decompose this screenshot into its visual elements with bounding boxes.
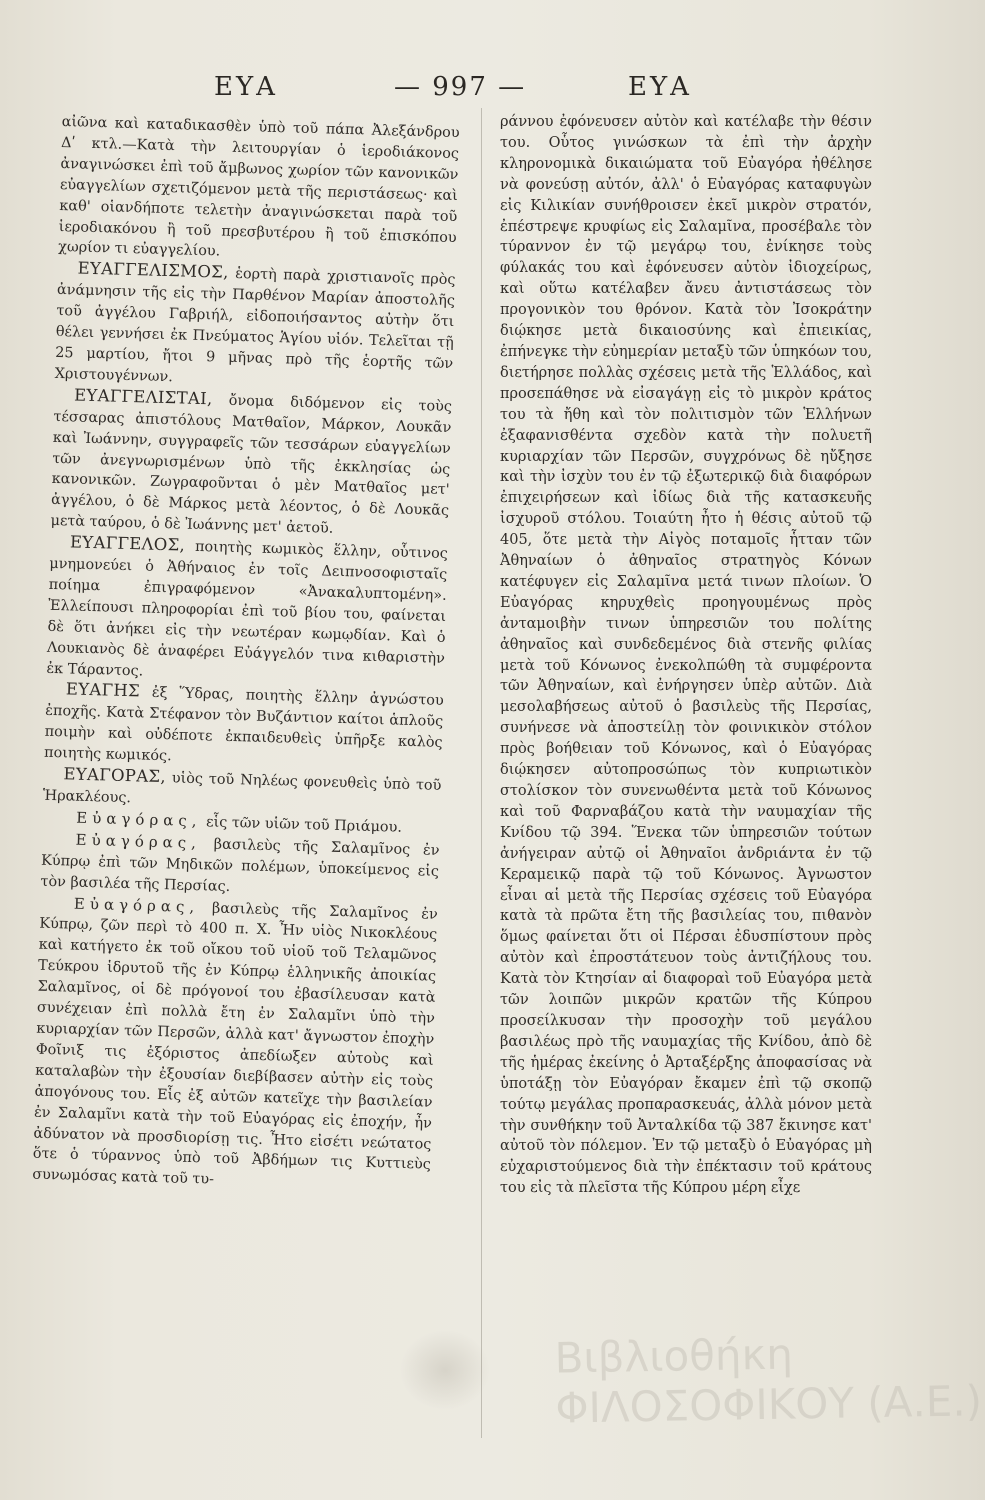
- continuation-paragraph: [500, 112, 872, 1199]
- entry-text: υἱὸς τοῦ Νηλέως φονευθεὶς ὑπὸ τοῦ Ἡρακλέους.: [42, 770, 442, 807]
- column-rule: [481, 108, 482, 1438]
- right-column: [500, 112, 872, 1199]
- watermark-line: ΦΙΛΟΣΟΦΙΚΟΥ (Α.Ε.): [555, 1376, 983, 1433]
- right-guide-word: ΕΥΑ: [628, 72, 692, 102]
- continuation-paragraph: [58, 112, 460, 269]
- entry-headword: Εὐαγόρας,: [76, 808, 202, 831]
- dictionary-entry: [46, 532, 448, 690]
- entry-text: ὄνομα διδόμενον εἰς τοὺς τέσσαρας ἀπιστόλους Ματθαῖον, Μάρκον, Λουκᾶν καὶ Ἰωάννην, συγγραφεῖς τῶν τεσσάρων εὐαγγελίων τῶν ἀνεγνωρισμένων ὑπὸ τῆς ἐκκλησίας ὡς κανονικῶν. Ζωγραφοῦνται ὁ μὲν Ματθαῖος μετ' ἀγγέλου, ὁ δὲ Μάρκος μετὰ λέοντος, ὁ δὲ Λουκᾶς μετὰ ταύρου, ὁ δὲ Ἰωάννης μετ' ἀετοῦ.: [50, 392, 453, 537]
- entry-headword: ΕΥΑΓΟΡΑΣ,: [63, 764, 167, 787]
- entry-text: ἐξ Ὕδρας, ποιητὴς ἕλλην ἀγνώστου ἐποχῆς. Κατὰ Στέφανον τὸν Βυζάντιον καίτοι ἁπλοῦς ποιμὴν καὶ οὐδέποτε ἐκπαιδευθεὶς ὑπῆρξε καλὸς ποιητὴς κωμικός.: [43, 684, 444, 765]
- entry-text: ἑορτὴ παρὰ χριστιανοῖς πρὸς ἀνάμνησιν τῆς εἰς τὴν Παρθένον Μαρίαν ἀποστολῆς τοῦ ἀγγέλου Γαβριήλ, εἰδοποιήσαντος αὐτὴν ὅτι θέλει γεννήσει ἐκ Πνεύματος Ἁγίου υἱόν. Τελεῖται τῇ 25 μαρτίου, ἤτοι 9 μῆνας πρὸ τῆς ἑορτῆς τῶν Χριστουγέννων.: [54, 266, 456, 386]
- running-head: [0, 72, 985, 112]
- dictionary-entry: [54, 258, 455, 396]
- paper-stain: [400, 1330, 490, 1410]
- dictionary-subentry: [32, 892, 438, 1197]
- page-number: — 997 —: [394, 72, 527, 102]
- entry-text: βασιλεὺς τῆς Σαλαμῖνος ἐν Κύπρῳ ἐπὶ τῶν Μηδικῶν πολέμων, ὑποκείμενος εἰς τὸν βασιλέα τῆς Περσίας.: [40, 835, 440, 895]
- entry-text: αἰῶνα καὶ καταδικασθὲν ὑπὸ τοῦ πάπα Ἀλεξάνδρου Δʹ κτλ.—Κατὰ τὴν λειτουργίαν ὁ ἱεροδιάκονος ἀναγινώσκει ἐπὶ τοῦ ἄμβωνος χωρίον τῶν κανονικῶν εὐαγγελίων σχετιζόμενον μετὰ τῆς περιστάσεως· καὶ καθ' οἱανδήποτε τελετὴν ἀναγινώσκεται παρὰ τοῦ ἱεροδιακόνου ἢ τοῦ πρεσβυτέρου ἢ τοῦ ἐπισκόπου χωρίον τι εὐαγγελίου.: [57, 113, 460, 260]
- entry-headword: Εὐαγόρας,: [75, 830, 202, 852]
- entry-headword: ΕΥΑΓΓΕΛΙΣΤΑΙ,: [73, 385, 213, 409]
- watermark-line: Βιβλιοθήκη: [554, 1329, 794, 1383]
- entry-headword: ΕΥΑΓΓΕΛΙΣΜΟΣ,: [77, 258, 229, 283]
- entry-headword: Εὐαγόρας,: [73, 894, 200, 916]
- entry-headword: ΕΥΑΓΗΣ: [65, 679, 141, 701]
- entry-text: εἷς τῶν υἱῶν τοῦ Πριάμου.: [201, 814, 403, 836]
- dictionary-entry: [50, 385, 452, 543]
- entry-text: ράννου ἐφόνευσεν αὐτὸν καὶ κατέλαβε τὴν θέσιν του. Οὗτος γινώσκων τὰ ἐπὶ τὴν ἀρχὴν κληρονομικὰ δικαιώματα τοῦ Εὐαγόρα ἠθέλησε νὰ φονεύσῃ αὐτόν, ἀλλ' ὁ Εὐαγόρας καταφυγὼν εἰς Κιλικίαν συνήθροισεν ἐκεῖ μικρὸν στρατόν, ἐπέστρεψε κρυφίως εἰς Σαλαμῖνα, προσέβαλε τὸν τύραννον ἐν τῷ μεγάρῳ του, ἐνίκησε τοὺς φύλακάς του καὶ ἐφόνευσεν αὐτὸν ἰδιοχείρως, καὶ οὕτω κατέλαβεν ἄνευ ἀντιστάσεως τὸν προγονικὸν του θρόνον. Κατὰ τὸν Ἰσοκράτην διῴκησε μετὰ δικαιοσύνης καὶ ἐπιεικίας, ἐπήνεγκε τὴν εὐημερίαν μεταξὺ τῶν ὑπηκόων του, διετήρησε πολλὰς σχέσεις μετὰ τῆς Ἑλλάδος, καὶ προσεπάθησε νὰ εἰσαγάγῃ εἰς τὸ μικρὸν κράτος του τὰ ἤθη καὶ τὸν πολιτισμὸν τῶν Ἑλλήνων ἐξαφανισθέντα σχεδὸν κατὰ τὴν πολυετῆ κυριαρχίαν τῶν Περσῶν, συγχρόνως δὲ ηὔξησε καὶ τὴν ἰσχὺν του ἐν τῷ ἐξωτερικῷ διὰ διαφόρων ἐπιχειρήσεων καὶ ἰδίως διὰ τῆς κατασκευῆς ἰσχυροῦ στόλου. Τοιαύτη ἦτο ἡ θέσις αὐτοῦ τῷ 405, ὅτε μετὰ τὴν Αἰγὸς ποταμοῖς ἧτταν τῶν Ἀθηναίων ὁ ἀθηναῖος στρατηγὸς Κόνων κατέφυγεν εἰς Σαλαμῖνα μετά τινων πλοίων. Ὁ Εὐαγόρας κηρυχθεὶς προηγουμένως πρὸς ἀνταμοιβὴν τινων ὑπηρεσιῶν του πολίτης ἀθηναῖος καὶ συνδεδεμένος διὰ στενῆς φιλίας μετὰ τοῦ Κόνωνος ἐνεκολπώθη τὰ συμφέροντα τῶν Ἀθηναίων, καὶ ἐνήργησεν ὑπὲρ αὐτῶν. Διὰ μεσολαβήσεως αὐτοῦ ὁ βασιλεὺς τῆς Περσίας, συνήνεσε νὰ ἀποστείλῃ τὸν φοινικικὸν στόλον πρὸς βοήθειαν τοῦ Κόνωνος, καὶ ὁ Εὐαγόρας διῴκησεν αὐτοπροσώπως τὸν κυπριωτικὸν στολίσκον τὸν συνενωθέντα μετὰ τοῦ Κόνωνος καὶ τοῦ Φαρναβάζου κατὰ τὴν ναυμαχίαν τῆς Κνίδου τῷ 394. Ἕνεκα τῶν ὑπηρεσιῶν τούτων ἀνήγειραν αὐτῷ οἱ Ἀθηναῖοι ἀνδριάντα ἐν τῷ Κεραμεικῷ παρὰ τῷ τοῦ Κόνωνος. Ἀγνωστον εἶναι αἱ μετὰ τῆς Περσίας σχέσεις τοῦ Εὐαγόρα κατὰ τὰ πρῶτα ἔτη τῆς βασιλείας του, πιθανὸν ὅμως φαίνεται ὅτι οἱ Πέρσαι ἐδυσπίστουν πρὸς αὐτὸν καὶ ἐπροστάτευον τοὺς ἀντιζήλους του. Κατὰ τὸν Κτησίαν αἱ διαφοραὶ τοῦ Εὐαγόρα μετὰ τῶν λοιπῶν μικρῶν κρατῶν τῆς Κύπρου προσείλκυσαν τὴν προσοχὴν τοῦ μεγάλου βασιλέως πρὸ τῆς ναυμαχίας τῆς Κνίδου, ἀπὸ δὲ τῆς ἡμέρας ἐκείνης ὁ Ἀρταξέρξης ἀποφασίσας νὰ ὑποτάξῃ τὸν Εὐαγόραν ἔκαμεν ἐπὶ τῷ σκοπῷ τούτῳ μεγάλας προπαρασκευάς, ἀλλὰ μόνον μετὰ τὴν συνθήκην τοῦ Ἀνταλκίδα τῷ 387 ἔκινησε κατ' αὐτοῦ τὸν πόλεμον. Ἐν τῷ μεταξὺ ὁ Εὐαγόρας μὴ εὐχαριστούμενος διὰ τὴν ἐπέκτασιν τοῦ κράτους του εἰς τὰ πλεῖστα τῆς Κύπρου μέρη εἶχε: [500, 114, 872, 1197]
- left-guide-word: ΕΥΑ: [214, 72, 278, 102]
- library-watermark: [554, 1326, 983, 1433]
- entry-text: βασιλεὺς τῆς Σαλαμῖνος ἐν Κύπρῳ, ζῶν περὶ τὸ 400 π. Χ. Ἦν υἱὸς Νικοκλέους καὶ κατήγετο ἐκ τοῦ οἴκου τοῦ υἱοῦ τοῦ Τελαμῶνος Τεύκρου ἱδρυτοῦ τῆς ἐν Κύπρῳ ἑλληνικῆς ἀποικίας Σαλαμῖνος, οἱ δὲ πρόγονοί του ἐβασίλευσαν κατὰ συνέχειαν ἐπὶ πολλὰ ἔτη ἐν Σαλαμῖνι ὑπὸ τὴν κυριαρχίαν τῶν Περσῶν, ἀλλὰ κατ' ἄγνωστον ἐποχὴν Φοῖνιξ τις ἐξόριστος ἀπεδίωξεν αὐτοὺς καὶ καταλαβὼν τὴν ἐξουσίαν διεβίβασεν αὐτὴν εἰς τοὺς ἀπογόνους του. Εἷς ἐξ αὐτῶν κατεῖχε τὴν βασιλείαν ἐν Σαλαμῖνι κατὰ τὴν τοῦ Εὐαγόρας εἰς ἐποχήν, ἦν ἀδύνατον νὰ προσδιορίσῃ τις. Ἦτο εἰσέτι νεώτατος ὅτε ὁ τύραννος ὑπὸ τοῦ Ἀβδήμων τις Κυττιεὺς συνωμόσας κατὰ τοῦ τυ-: [32, 899, 438, 1188]
- entry-headword: ΕΥΑΓΓΕΛΟΣ,: [69, 532, 186, 555]
- dictionary-entry: [44, 679, 444, 775]
- left-column: [32, 112, 460, 1197]
- dictionary-subentry: [40, 829, 440, 904]
- entry-text: ποιητὴς κωμικὸς ἕλλην, οὗτινος μνημονεύει ὁ Ἀθήναιος ἐν τοῖς Δειπνοσοφισταῖς ποίημα ἐπιγραφόμενον «Ἀνακαλυπτομένη». Ἐλλείπουσι πληροφορίαι ἐπὶ τοῦ βίου του, φαίνεται δὲ ὅτι ἀνήκει εἰς τὴν νεωτέραν κωμῳδίαν. Καὶ ὁ Λουκιανὸς δὲ ἀναφέρει Εὐάγγελόν τινα κιθαριστὴν ἐκ Τάραντος.: [46, 538, 449, 680]
